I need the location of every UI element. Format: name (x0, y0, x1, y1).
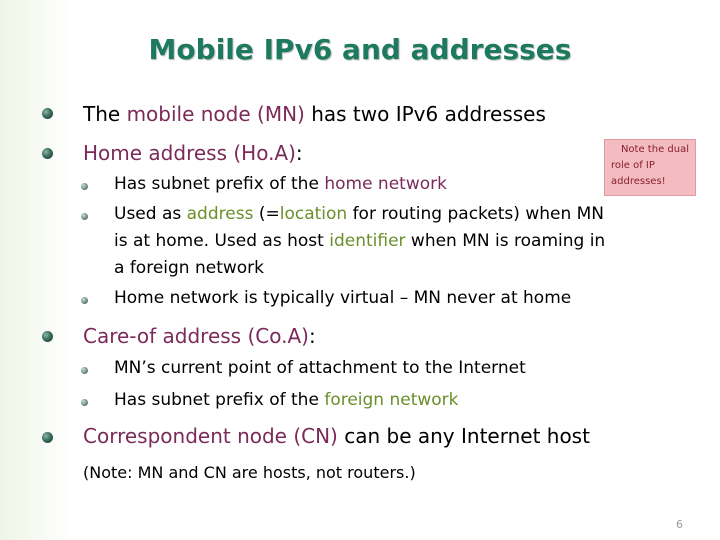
sub-bullet-icon (81, 183, 88, 190)
text-segment: Has subnet prefix of the (114, 390, 325, 410)
text-line-subnet-prefix-foreign (114, 390, 459, 410)
text-segment: The (83, 102, 127, 126)
slide-title: Mobile IPv6 and addresses (148, 33, 572, 66)
bullet-icon (42, 108, 53, 119)
term-home-network: home network (324, 174, 447, 194)
text-line-mobile-node (83, 102, 546, 126)
text-segment: MN’s current point of attachment to the Internet (114, 358, 526, 378)
text-segment: Has subnet prefix of the (114, 174, 325, 194)
text-line-used-as-address (114, 204, 604, 224)
text-segment: Home network is typically virtual – MN never at home (114, 288, 572, 308)
page-number: 6 (676, 518, 683, 531)
term-correspondent-node: Correspondent node (CN) (83, 424, 338, 448)
text-segment: has two IPv6 addresses (304, 102, 546, 126)
sub-bullet-icon (81, 367, 88, 374)
term-location: location (279, 204, 348, 224)
text-line-foreign-network (114, 258, 264, 278)
term-foreign-network: foreign network (324, 390, 459, 410)
text-segment: (Note: MN and CN are hosts, not routers.) (83, 463, 416, 482)
note-line: addresses! (611, 176, 666, 187)
note-line: role of IP (611, 160, 655, 171)
note-callout (604, 139, 696, 196)
text-segment: is at home. Used as host (114, 231, 330, 251)
text-segment: can be any Internet host (337, 424, 590, 448)
term-care-of-address: Care-of address (Co.A) (83, 324, 309, 348)
text-segment: Used as (114, 204, 187, 224)
text-line-correspondent-node (83, 424, 590, 448)
term-mobile-node: mobile node (MN) (126, 102, 305, 126)
text-segment: : (308, 324, 316, 348)
sub-bullet-icon (81, 399, 88, 406)
term-home-address: Home address (Ho.A) (83, 141, 296, 165)
text-segment: (= (253, 204, 280, 224)
term-identifier: identifier (329, 231, 406, 251)
sub-bullet-icon (81, 297, 88, 304)
bullet-icon (42, 331, 53, 342)
bullet-icon (42, 432, 53, 443)
text-line-attachment-point (114, 358, 526, 378)
text-line-note (83, 463, 416, 482)
bullet-icon (42, 148, 53, 159)
text-line-subnet-prefix-home (114, 174, 447, 194)
text-segment: a foreign network (114, 258, 265, 278)
text-line-care-of-address (83, 324, 316, 348)
text-line-home-address (83, 141, 303, 165)
note-line: Note the dual (620, 144, 689, 155)
text-segment: for routing packets) when MN (347, 204, 605, 224)
text-segment: : (295, 141, 303, 165)
text-line-home-virtual (114, 288, 571, 308)
text-segment: when MN is roaming in (405, 231, 606, 251)
sub-bullet-icon (81, 213, 88, 220)
text-line-at-home (114, 231, 605, 251)
term-address: address (186, 204, 254, 224)
